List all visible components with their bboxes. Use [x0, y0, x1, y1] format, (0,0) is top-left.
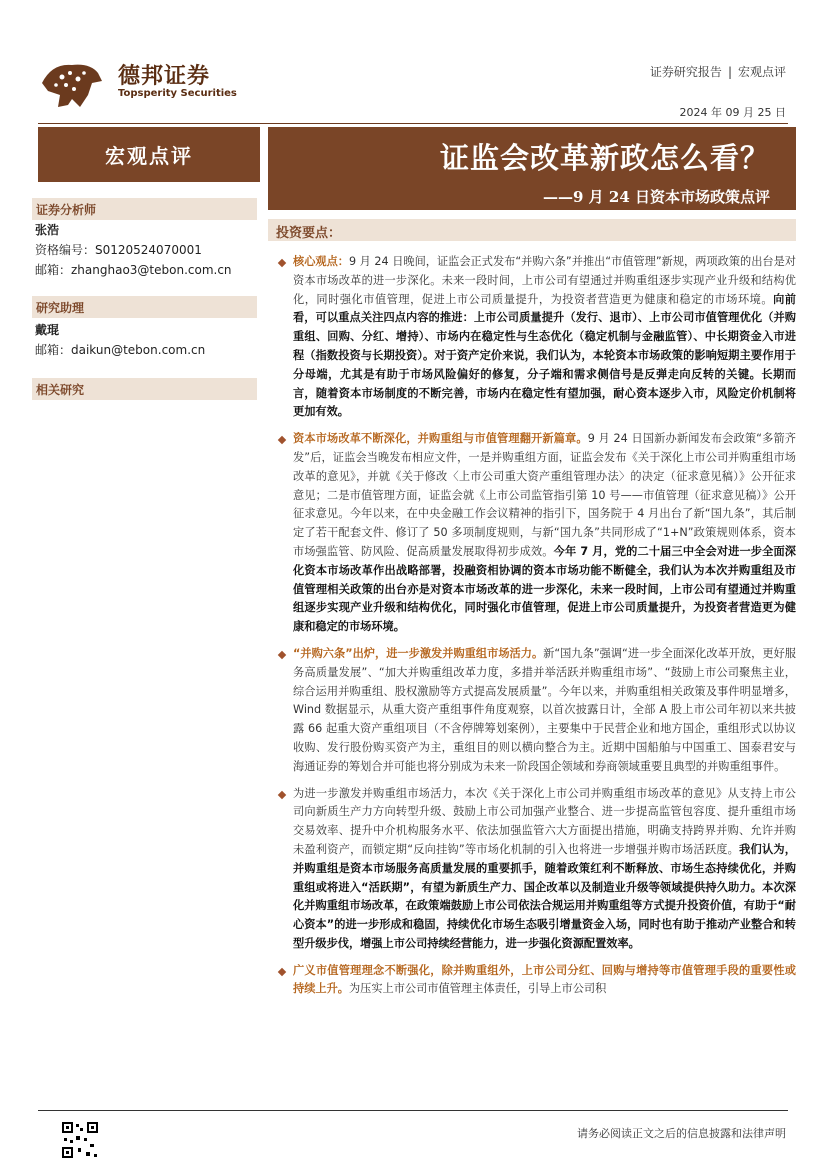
bullet-icon [278, 259, 286, 267]
paragraph-reform [273, 430, 796, 637]
assistant-name: 戴琨 [35, 323, 60, 337]
paragraph-merger-market [273, 785, 796, 954]
analyst-name: 张浩 [35, 223, 60, 237]
brand-logo [38, 55, 238, 110]
paragraph-merger-six [273, 645, 796, 777]
key-points-content [273, 253, 796, 1007]
legal-notice: 请务必阅读正文之后的信息披露和法律声明 [577, 1127, 786, 1140]
qr-code-icon [60, 1120, 100, 1160]
assistant-heading: 研究助理 [32, 296, 257, 318]
assistant-email[interactable]: 邮箱：daikun@tebon.com.cn [35, 343, 206, 357]
analyst-block [35, 220, 232, 280]
paragraph-market-value [273, 962, 796, 1000]
report-category: 宏观点评 [737, 65, 786, 79]
paragraph-lead: 核心观点： [293, 255, 349, 268]
bullet-icon [278, 651, 286, 659]
paragraph-lead: 广义市值管理理念不断强化，除并购重组外，上市公司分红、回购与增持等市值管理手段的重要性或持续上升。 [293, 963, 796, 996]
report-type-line [650, 63, 786, 80]
bullet-icon [278, 967, 286, 975]
paragraph-text: 为压实上市公司市值管理主体责任，引导上市公司积 [348, 982, 607, 996]
analyst-cert: 资格编号：S0120524070001 [35, 243, 202, 257]
paragraph-lead: 资本市场改革不断深化，并购重组与市值管理翻开新篇章。 [293, 432, 588, 446]
leopard-logo-icon [38, 55, 106, 110]
paragraph-text: 为进一步激发并购重组市场活力，本次《关于深化上市公司并购重组市场改革的意见》从支持上市公司向新质生产力方向转型升级、鼓励上市公司加强产业整合、进一步提高监管包容度、提升重组市场交易效率、提升中介机构服务水平、依法加强监管六大方面提出措施，明确支持跨界并购、允许并购未盈利资产，而锁定期“反向挂钩”等市场化机制的引入也将进一步增强并购市场活跃度。 [293, 786, 796, 856]
paragraph-bold-text: 向前看，可以重点关注四点内容的推进：上市公司质量提升（发行、退市）、上市公司市值管理优化（并购重组、回购、分红、增持）、市场内在稳定性与生态优化（稳定机制与金融监管）、中长期资金入市进程（指数投资与长期投资）。对于资产定价来说，我们认为，本轮资本市场政策的影响短期主要作用于分母端，尤其是有助于市场风险偏好的修复，分子端和需求侧信号是反弹走向反转的关键。长期而言，随着资本市场制度的不断完善，市场内在稳定性有望加强，耐心资本逐步入市，风险定价机制将更加有效。 [293, 292, 796, 419]
brand-name-en: Topsperity Securities [118, 88, 237, 99]
header-separator: | [727, 65, 732, 79]
report-type: 证券研究报告 [649, 65, 722, 79]
header-divider [38, 123, 788, 124]
paragraph-bold-text: 今年 7 月，党的二十届三中全会对进一步全面深化资本市场改革作出战略部署，投融资相协调的资本市场功能不断健全，我们认为本次并购重组及市值管理相关政策的出台亦是对资本市场改革的进一步深化，未来一段时间，上市公司有望通过并购重组逐步实现产业升级和结构优化，同时强化市值管理，促进上市公司质量提升，为投资者营造更为健康和稳定的市场环境。 [293, 544, 796, 634]
paragraph-core-view [273, 253, 796, 422]
report-date: 2024 年 09 月 25 日 [679, 106, 786, 119]
paragraph-text: 9 月 24 日国新办新闻发布会政策“多箭齐发”后，证监会当晚发布相应文件，一是并购重组方面，证监会发布《关于深化上市公司并购重组市场改革的意见》，并就《关于修改〈上市公司重大资产重组管理办法〉的决定（征求意见稿）》公开征求意见；二是市值管理方面，证监会就《上市公司监管指引第 10 号——市值管理（征求意见稿）》公开征求意见。今年以来，在中央金融工作会议精神的指引下，国务院于 4 月出台了新“国九条”，其后制定了若干配套文件、修订了 50 多项制度规则，与新“国九条”共同形成了“1+N”政策规则体系，资本市场强监管、防风险、促高质量发展取得初步成效。 [293, 432, 796, 558]
category-box: 宏观点评 [38, 127, 260, 182]
key-points-heading: 投资要点： [268, 219, 796, 241]
footer-divider [38, 1110, 788, 1111]
related-research-heading: 相关研究 [32, 378, 257, 400]
paragraph-text: 新“国九条”强调“进一步全面深化改革开放，更好服务高质量发展”、“加大并购重组改革力度，多措并举活跃并购重组市场”、“鼓励上市公司聚焦主业，综合运用并购重组、股权激励等方式提高发展质量”。今年以来，并购重组相关政策及事件明显增多，Wind 数据显示，从重大资产重组事件角度观察，以首次披露日计，全部 A 股上市公司年初以来共披露 66 起重大资产重组项目（不含停牌筹划案例），主要集中于民营企业和地方国企，重组形式以协议收购、发行股份购买资产为主，重组目的则以横向整合为主。近期中国船舶与中国重工、国泰君安与海通证券的筹划合并可能也将分别成为未来一阶段国企领域和券商领域重要且典型的并购重组事件。 [293, 646, 796, 773]
bullet-icon [278, 790, 286, 798]
bullet-icon [278, 436, 286, 444]
analyst-email[interactable]: 邮箱：zhanghao3@tebon.com.cn [35, 263, 232, 277]
paragraph-bold-text: 我们认为，并购重组是资本市场服务高质量发展的重要抓手，随着政策红利不断释放、市场生态持续优化，并购重组或将进入“活跃期”，有望为新质生产力、国企改革以及制造业升级等领域提供持久助力。本次深化并购重组市场改革，在政策端鼓励上市公司依法合规运用并购重组等方式提升投资价值，有助于“耐心资本”的进一步形成和稳固，持续优化市场生态吸引增量资金入场，同时也有助于推动产业整合和转型升级步伐，增强上市公司持续经营能力，进一步强化资源配置效率。 [293, 842, 796, 950]
page-title: 证监会改革新政怎么看？ [439, 141, 770, 175]
paragraph-lead: “并购六条”出炉，进一步激发并购重组市场活力。 [293, 646, 544, 660]
analyst-heading: 证券分析师 [32, 198, 257, 220]
title-band [268, 127, 796, 210]
assistant-block [35, 320, 205, 360]
page-subtitle: ——9 月 24 日资本市场政策点评 [543, 188, 770, 206]
paragraph-text: 9 月 24 日晚间，证监会正式发布“并购六条”并推出“市值管理”新规，两项政策的出台是对资本市场改革的进一步深化。未来一段时间，上市公司有望通过并购重组逐步实现产业升级和结构优化，同时强化市值管理，促进上市公司质量提升，为投资者营造更为健康和稳定的市场环境。 [293, 255, 796, 306]
brand-name-cn: 德邦证券 [118, 64, 211, 89]
